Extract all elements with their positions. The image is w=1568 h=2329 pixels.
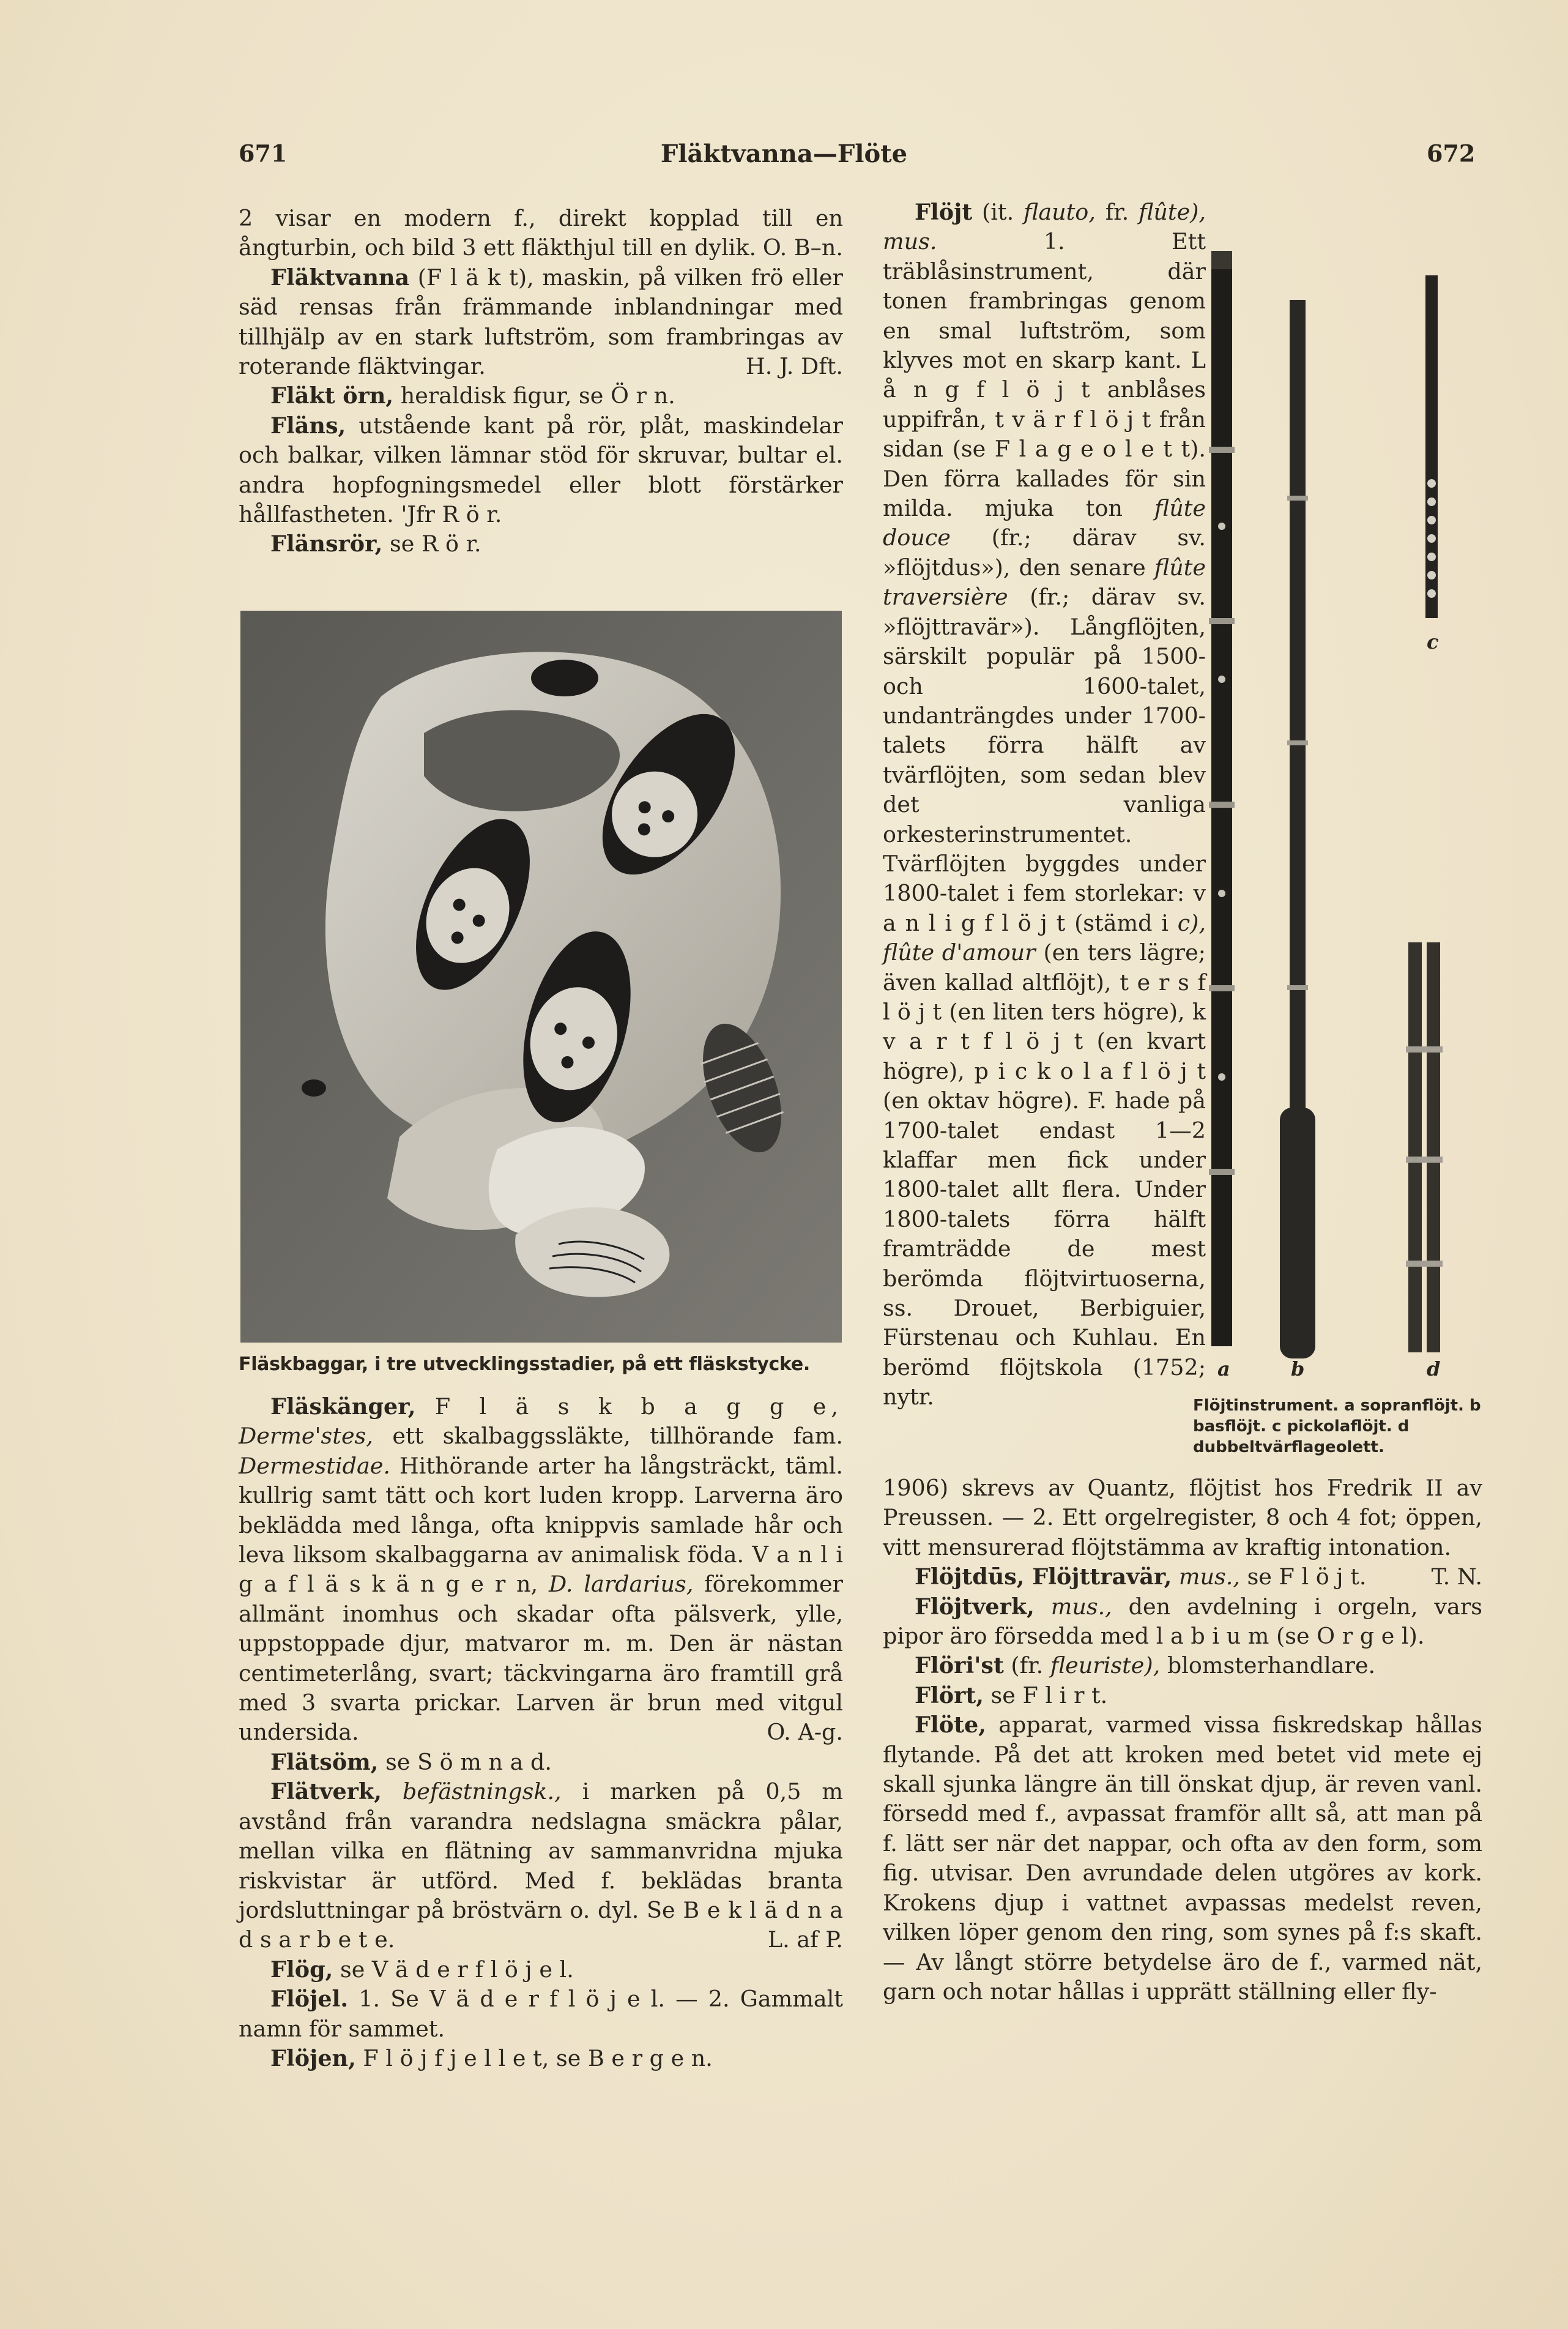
flute-label-a: a [1217, 1357, 1230, 1381]
flute-label-d: d [1427, 1357, 1441, 1381]
page-number-left: 671 [239, 140, 288, 167]
entry-flansror: Flänsrör, se R ö r. [270, 531, 481, 557]
entry-continuation: 2 visar en modern f., direkt kopplad till en ångturbin, och bild 3 ett fläkthjul till en dylik. O. B–n. [239, 205, 843, 261]
entry-flort: Flört, se F l i r t. [915, 1682, 1108, 1709]
figure-caption-beetles: Fläskbaggar, i tre utvecklingsstadier, på ett fläskstycke. [239, 1354, 811, 1375]
flute-label-b: b [1291, 1357, 1305, 1381]
right-column-narrow [883, 198, 1206, 1412]
page-number-right: 672 [1427, 140, 1476, 167]
figure-caption-flutes: Flöjtinstrument. a sopranflöjt. b basflöjt. c pickolaflöjt. d dubbeltvärflageolett. [1193, 1396, 1481, 1456]
entry-flojel: Flöjel. 1. Se V ä d e r f l ö j e l. — 2. Gammalt namn för sammet. [239, 1986, 843, 2042]
entry-flojtverk: Flöjtverk, mus., den avdelning i orgeln, vars pipor äro försedda med l a b i u m (se O r g e l). [883, 1593, 1482, 1650]
entry-flatverk: Flätverk, befästningsk., i marken på 0,5 m avstånd från varandra nedslagna smäckra pålar, mellan vilka en flätning av sammanvridna mjuka riskvistar är utförd. Med f. beklädas branta jordsluttningar på bröstvärn o. dyl. Se B e k l ä d n a d s a r b e t e. L. af P. [239, 1778, 843, 1953]
left-column-bottom [239, 1392, 843, 2073]
entry-florist: Flöri'st (fr. fleuriste), blomsterhandlare. [915, 1652, 1376, 1679]
entry-flakt-orn: Fläkt örn, heraldisk figur, se Ö r n. [270, 382, 675, 409]
flute-illustration [1199, 251, 1493, 1401]
entry-flote: Flöte, apparat, varmed vissa fiskredskap hållas flytande. På det att kroken med betet vid mete ej skall sjunka längre än till önskat djup, är reven vanl. försedd med f., avpassat framför allt så, att man på f. lätt ser när det nappar, och ofta av den form, som fig. utvisar. Den avrundade delen utgöres av kork. Krokens djup i vattnet avpassas medelst reven, vilken löper genom den ring, som synes på f:s skaft. — Av långt större betydelse äro de f., varmed nät, garn och notar hållas i upprätt ställning eller fly- [883, 1712, 1482, 2005]
beetle-illustration [240, 611, 842, 1343]
entry-flatsom: Flätsöm, se S ö m n a d. [270, 1748, 552, 1775]
left-column-top [239, 204, 843, 559]
entry-flans: Fläns, utstående kant på rör, plåt, maskindelar och balkar, vilken lämnar stöd för skruvar, bultar el. andra hopfogningsmedel eller blott förstärker hållfastheten. 'Jfr R ö r. [239, 412, 843, 528]
entry-flojt: Flöjt (it. flauto, fr. flûte), mus. 1. Ett träblåsinstrument, där tonen frambringas genom en smal luftström, som klyves mot en skarp kant. L å n g f l ö j t anblåses uppifrån, t v ä r f l ö j t från sidan (se F l a g e o l e t t). Den förra kallades för sin milda. mjuka ton flûte douce (fr.; därav sv. »flöjtdus»), den senare flûte traversière (fr.; därav sv. »flöjttravär»). Långflöjten, särskilt populär på 1500- och 1600-talet, undanträngdes under 1700-talets förra hälft av tvärflöjten, som sedan blev det vanliga orkesterinstrumentet. Tvärflöjten byggdes under 1800-talet i fem storlekar: v a n l i g f l ö j t (stämd i c), flûte d'amour (en ters lägre; även kallad altflöjt), t e r s f l ö j t (en liten ters högre), k v a r t f l ö j t (en kvart högre), p i c k o l a f l ö j t (en oktav högre). F. hade på 1700-talet endast 1—2 klaffar men fick under 1800-talet allt flera. Under 1800-talets förra hälft framträdde de mest berömda flöjtvirtuoserna, ss. Drouet, Berbiguier, Fürstenau och Kuhlau. En berömd flöjtskola (1752; nytr. [883, 199, 1206, 1410]
entry-flaktvanna: Fläktvanna (F l ä k t), maskin, på vilken frö eller säd rensas från främmande inblandningar med tillhjälp av en stark luftström, som frambringas av roterande fläktvingar. H. J. Dft. [239, 264, 843, 380]
entry-flaskanger: Fläskänger, F l ä s k b a g g e, Derme'stes, ett skalbaggssläkte, tillhörande fam. Dermestidae. Hithörande arter ha långsträckt, täml. kullrig samt tätt och kort luden kropp. Larverna äro beklädda med långa, ofta knippvis samlade hår och leva liksom skalbaggarna av animalisk föda. V a n l i g a f l ä s k ä n g e r n, D. lardarius, förekommer allmänt inomhus och skadar ofta pälsverk, ylle, uppstoppade djur, matvaror m. m. Den är nästan centimeterlång, svart; täckvingarna äro framtill grå med 3 svarta prickar. Larven är brun med vitgul undersida. O. A-g. [239, 1393, 844, 1746]
entry-flojt-continued: 1906) skrevs av Quantz, flöjtist hos Fredrik II av Preussen. — 2. Ett orgelregister, 8 och 4 fot; öppen, vitt mensurerad flöjtstämma av kraftig intonation. T. N. [883, 1475, 1482, 1590]
entry-flojen: Flöjen, F l ö j f j e l l e t, se B e r g e n. [270, 2044, 713, 2071]
entry-flojtdus: Flöjtdūs, Flöjttravär, mus., se F l ö j t. [915, 1563, 1367, 1590]
flute-label-c: c [1427, 630, 1439, 654]
running-title: Fläktvanna—Flöte [660, 140, 908, 168]
right-column-wide [883, 1474, 1482, 2007]
entry-flog: Flög, se V ä d e r f l ö j e l. [270, 1956, 574, 1983]
